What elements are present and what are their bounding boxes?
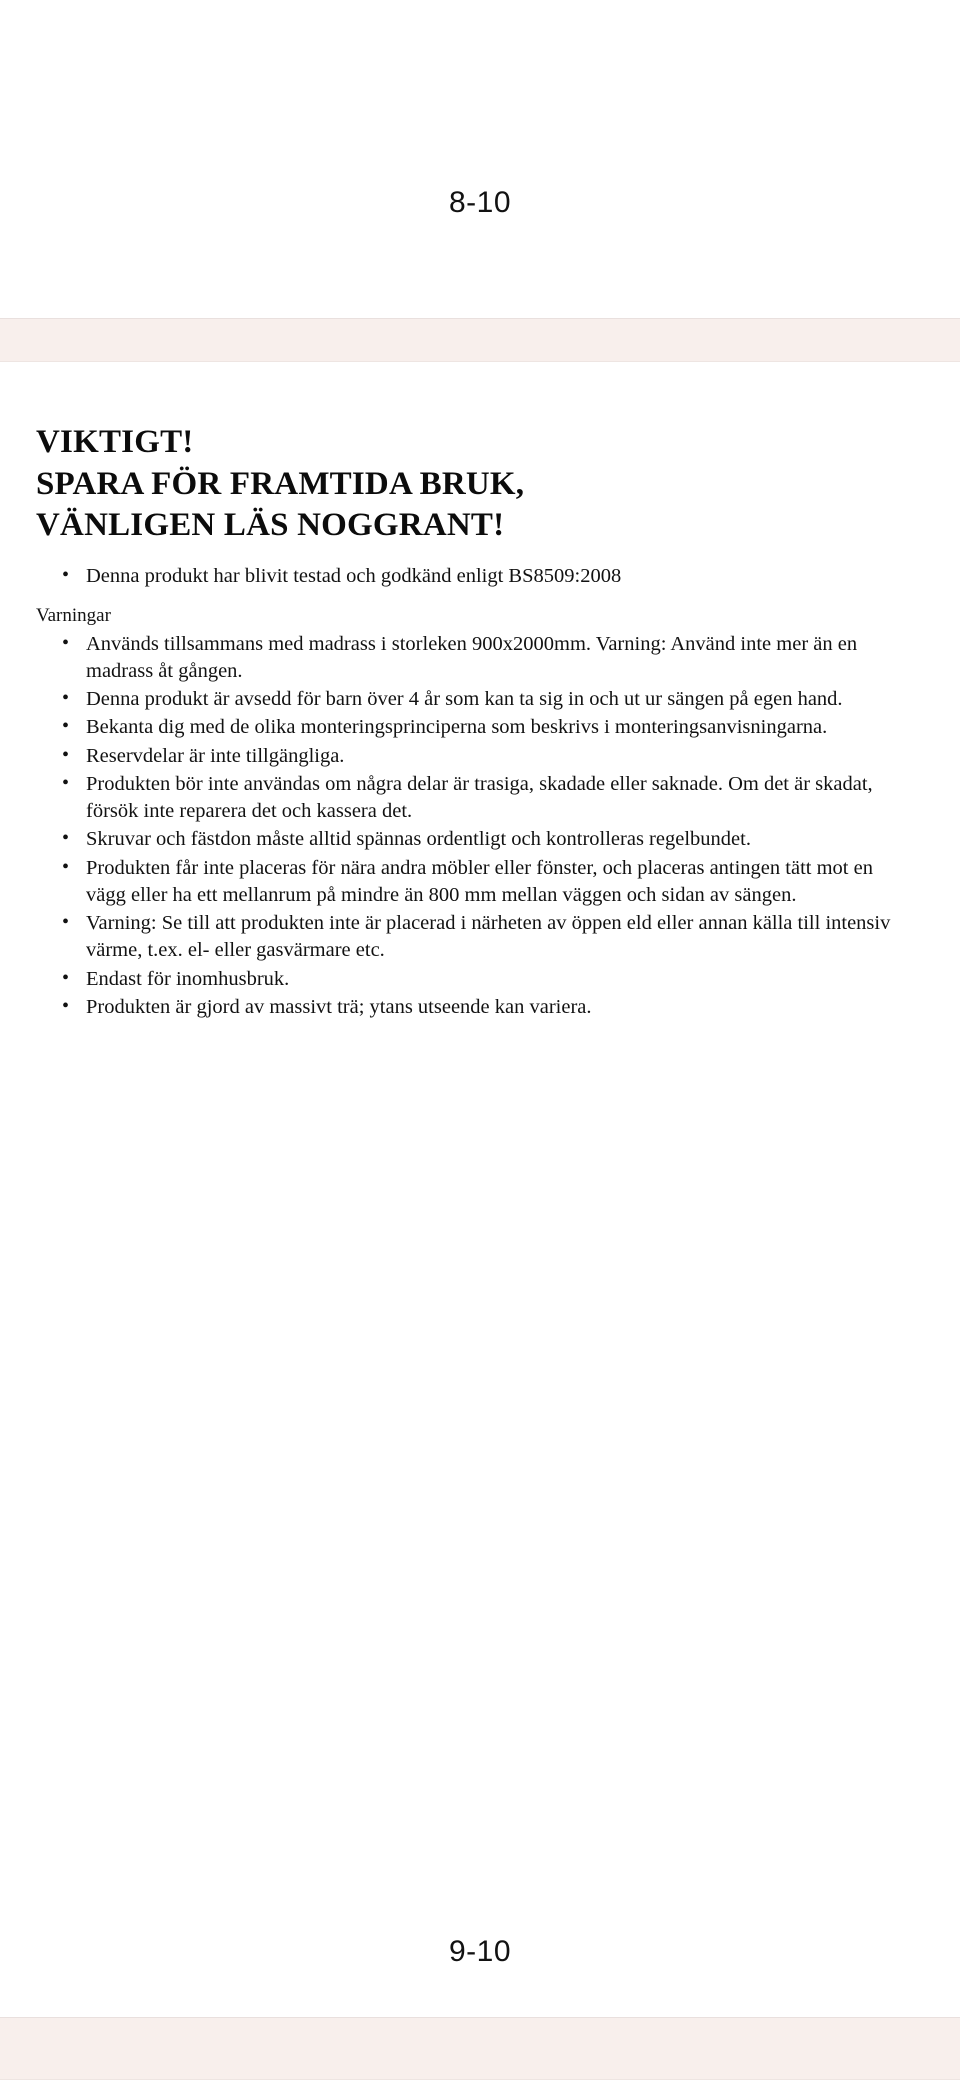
list-item: • Varning: Se till att produkten inte är placerad i närheten av öppen eld eller annan källa till intensiv värme, t.ex. el- eller gasvärmare etc. bbox=[36, 910, 912, 965]
page-indicator-top: 8-10 bbox=[448, 186, 512, 219]
page-title-line-2: SPARA FÖR FRAMTIDA BRUK, bbox=[36, 465, 525, 502]
list-item: • Endast för inomhusbruk. bbox=[36, 966, 912, 993]
list-item: • Bekanta dig med de olika monteringsprinciperna som beskrivs i monteringsanvisningarna. bbox=[36, 714, 912, 741]
list-item: • Skruvar och fästdon måste alltid spännas ordentligt och kontrolleras regelbundet. bbox=[36, 826, 912, 853]
list-item: • Produkten är gjord av massivt trä; ytans utseende kan variera. bbox=[36, 994, 912, 1021]
warnings-section-label: Varningar bbox=[36, 604, 111, 626]
page-content bbox=[0, 362, 960, 1023]
content-spacer bbox=[36, 1022, 912, 1023]
list-item: • Denna produkt har blivit testad och godkänd enligt BS8509:2008 bbox=[36, 563, 912, 590]
page-title bbox=[36, 422, 912, 547]
intro-bullet-list bbox=[36, 563, 912, 590]
list-item: • Används tillsammans med madrass i storleken 900x2000mm. Varning: Använd inte mer än en madrass åt gången. bbox=[36, 631, 912, 686]
list-item: • Denna produkt är avsedd för barn över 4 år som kan ta sig in och ut ur sängen på egen hand. bbox=[36, 686, 912, 713]
page-title-line-3: VÄNLIGEN LÄS NOGGRANT! bbox=[36, 507, 505, 544]
list-item: • Reservdelar är inte tillgängliga. bbox=[36, 743, 912, 770]
manual-page bbox=[0, 362, 960, 2017]
page-indicator-bottom: 9-10 bbox=[448, 1935, 512, 1968]
page-title-line-1: VIKTIGT! bbox=[36, 424, 194, 460]
warnings-bullet-list bbox=[36, 631, 912, 1022]
page-separator-top bbox=[0, 318, 960, 362]
list-item: • Produkten får inte placeras för nära andra möbler eller fönster, och placeras antingen tätt mot en vägg eller ha ett mellanrum på mindre än 800 mm mellan väggen och sidan av sängen. bbox=[36, 855, 912, 910]
page-separator-bottom bbox=[0, 2017, 960, 2080]
list-item: • Produkten bör inte användas om några delar är trasiga, skadade eller saknade. Om det är skadat, försök inte reparera det och kassera det. bbox=[36, 771, 912, 826]
